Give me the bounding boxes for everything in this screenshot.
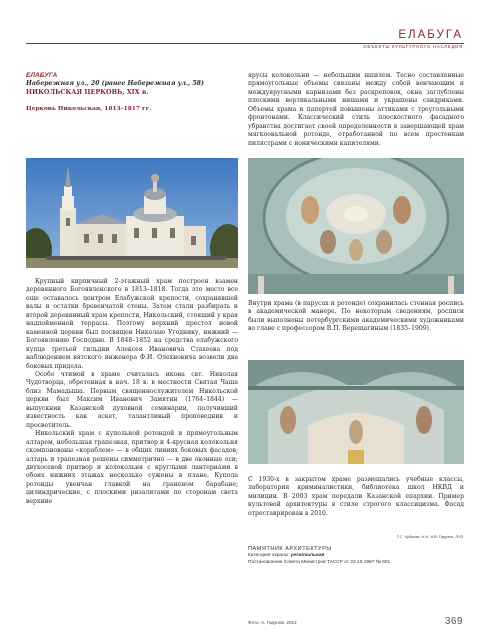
entry-subtitle: Церковь Никольская, 1813–1817 гг. bbox=[26, 105, 152, 112]
monument-status bbox=[248, 546, 468, 566]
running-header-subtitle: ОБЪЕКТЫ КУЛЬТУРНОГО НАСЛЕДИЯ bbox=[363, 44, 463, 49]
monument-category-label: Категория охраны: bbox=[248, 553, 290, 558]
interior-arches-photo bbox=[248, 360, 464, 464]
author-credit: Т.С. Чуйкова, Н.Н. А.В. Гарунов, ЛУЗ bbox=[396, 534, 463, 539]
history-caption: С 1930-х в закрытом храме размещались учебные классы, лаборатория криминалистики, библиотека школ НКВД и милиции. В 2003 храм передали Казанской епархии. Пример культовой архитектуры в стиле строгого классицизма. Фасад отреставрирован в 2010. bbox=[248, 476, 464, 517]
right-intro-paragraph: ярусы колокольни — небольшим шпилем. Тесно составленные прямоугольные объемы связаны между собой венчающим и междуярусными карнизами без раскреповок, окна заглублены плоскими вертикальными нишами и украшены сандриками. Объемы храма и папертей повышены аттиками с треугольными фронтонами. Классический стиль плоскостного фасадного убранства достигает своей определенности в завершающей храм мягкоовальной ротонде, отработанной по всем простенкам пилястрами с ионическими капителями. bbox=[248, 72, 464, 147]
running-header-title: ЕЛАБУГА bbox=[398, 29, 463, 41]
page-number: 369 bbox=[444, 616, 463, 627]
entry-heading bbox=[26, 72, 226, 113]
church-exterior-photo bbox=[26, 158, 238, 268]
monument-decree: Постановление Совета Министров ТАССР от 23.10.1987 № 601 bbox=[248, 559, 391, 565]
interior-caption: Внутри храма (в парусах и ротонде) сохранилась стенная роспись в академической манере. По некоторым сведениям, росписи были выполнены петербургскими академическими художниками во главе с профессором В.П. Верещагиным (1835–1909). bbox=[248, 300, 464, 333]
entry-title: НИКОЛЬСКАЯ ЦЕРКОВЬ, XIX в. bbox=[26, 88, 149, 96]
dome-interior-photo bbox=[248, 158, 464, 294]
photo-credit: Фото: А. Гарунов, 2013 bbox=[248, 620, 297, 625]
body-paragraph-1: Крупный кирпичный 2-этажный храм построен взамен деревянного Богоявленского в 1813–1818. Тогда это место все еще оставалось центром Елабужской крепости, сохранявшей валы и остатки бревенчатой стены. Затем стали разбирать и второй деревянный храм крепости, Никольский, стоящий у края надпойменной террасы. Поэтому верхний престол новой каменной церкви был посвящен Николаю Угоднику, нижний — Богоявлению Господню. В 1848–1852 на средства елабужского купца третьей гильдии Алексея Ивановича Стахеева под наблюдением вятского инженера Ф.И. Олехновича возвели два боковых придела. bbox=[26, 278, 238, 370]
right-column-intro bbox=[248, 72, 464, 148]
left-column-body bbox=[26, 278, 238, 506]
body-paragraph-2: Особо чтимой в храме считалась икона свт. Николая Чудотворца, обретенная в нач. 18 в. в местности Святая Чаша близ Мамадыша. Первым священнослужителем Никольской церкви был Максим Иванович Замятин (1764–1844) — выпускник Казанской духовной семинарии, получивший известность как аскет, талантливый проповедник и просветитель. bbox=[26, 370, 238, 429]
monument-category-value: региональная bbox=[290, 553, 325, 558]
entry-address: Набережная ул., 20 (ранее Набережная ул., 58) bbox=[26, 80, 204, 87]
entry-city: ЕЛАБУГА bbox=[26, 72, 58, 79]
monument-category bbox=[248, 553, 468, 560]
monument-title: ПАМЯТНИК АРХИТЕКТУРЫ bbox=[248, 546, 332, 552]
body-paragraph-3: Никольский храм с купольной ротондой и прямоугольным алтарем, небольшая трапезная, притвор и 4-ярусная колокольня скомпонованы «кораблем» — в общих линиях боковых фасадов; алтарь и трапезная решены симметрично — в две оконные оси; двухосевой притвор и колокольня с круглыми лантернами в обоих нижних этажах несколько сужены в плане. Купола ротонды увенчан главкой на граненом барабане; цилиндрические, с плоскими ризалитами по сторонам света верхние bbox=[26, 430, 238, 505]
